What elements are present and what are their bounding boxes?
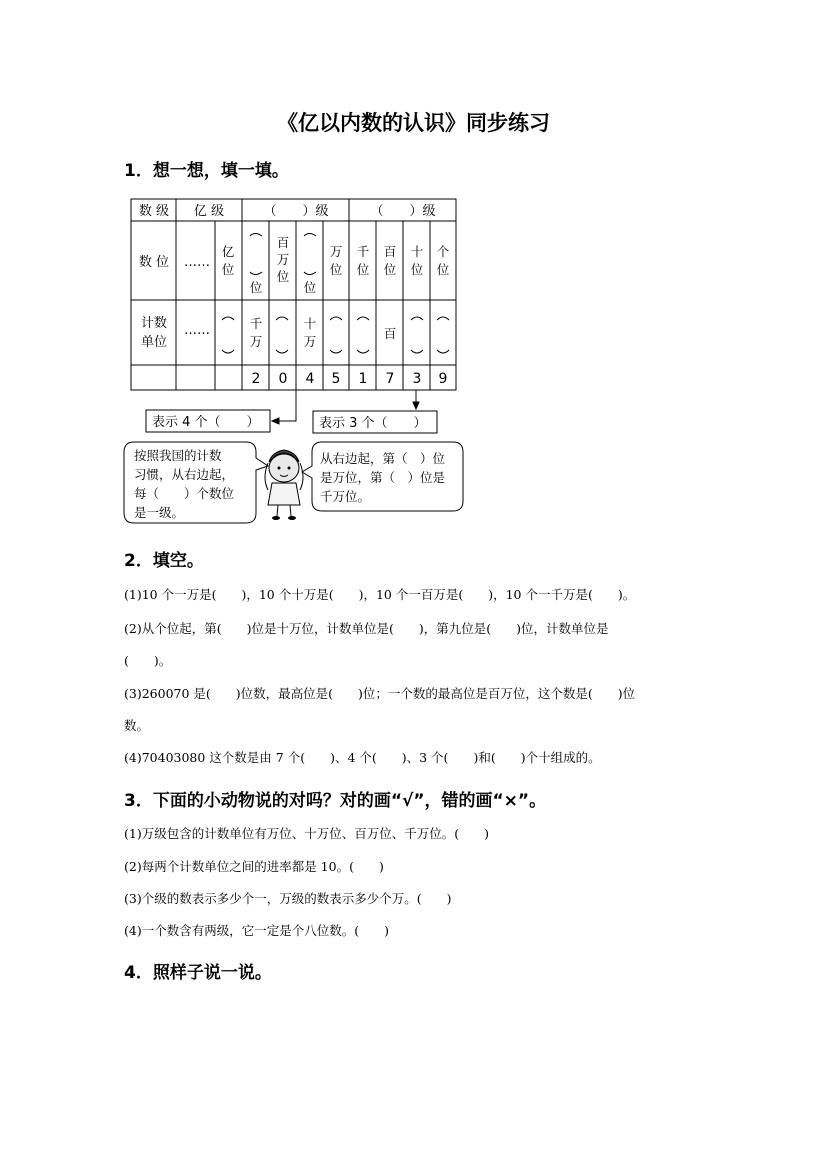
judge-question-1: (1)万级包含的计数单位有万位、十万位、百万位、千万位。( ) — [124, 826, 489, 841]
arrow-label-3: 表示 3 个（ ） — [319, 416, 427, 431]
judge-question-3: (3)个级的数表示多少个一，万级的数表示多少个万。( ) — [124, 891, 452, 906]
row-label-unit-1: 计数 — [140, 316, 168, 331]
left-bubble-line-1: 按照我国的计数 — [134, 448, 222, 463]
unit-shiwan-1: 十 — [303, 316, 317, 331]
place-bai-2: 位 — [383, 262, 397, 277]
digit-cell: 9 — [438, 371, 448, 387]
digit-cell: 4 — [305, 371, 315, 387]
place-baiwan-1: 百 — [276, 235, 290, 250]
place-shi-1: 十 — [410, 244, 424, 259]
place-baiwan-2: 万 — [276, 252, 290, 267]
place-blank-1-suffix: 位 — [249, 280, 263, 295]
digit-cell: 1 — [358, 371, 368, 387]
level-yi: 亿 级 — [193, 204, 225, 219]
unit-bai: 百 — [383, 326, 397, 341]
digit-cell: 0 — [278, 371, 288, 387]
row-label-place: 数 位 — [138, 255, 170, 270]
unit-ellipsis: …… — [184, 323, 210, 338]
unit-qianwan-1: 千 — [249, 316, 263, 331]
place-shi-2: 位 — [410, 262, 424, 277]
place-bai-1: 百 — [383, 244, 397, 259]
place-blank-2-suffix: 位 — [303, 280, 317, 295]
place-yi-1: 亿 — [221, 244, 235, 259]
place-qian-1: 千 — [356, 244, 370, 259]
right-bubble-line-2: 是万位，第（ ）位是 — [320, 470, 446, 485]
unit-qianwan-2: 万 — [249, 334, 263, 349]
level-blank-ge: （ ）级 — [370, 204, 436, 219]
place-wan-2: 位 — [329, 262, 343, 277]
place-baiwan-3: 位 — [276, 269, 290, 284]
section-2-heading: 2．填空。 — [124, 551, 204, 571]
right-bubble-line-3: 千万位。 — [320, 489, 371, 504]
place-wan-1: 万 — [329, 244, 343, 259]
place-ge-1: 个 — [436, 244, 450, 259]
page-title: 《亿以内数的认识》同步练习 — [277, 111, 550, 135]
section-1-heading: 1．想一想，填一填。 — [124, 161, 289, 181]
digit-cell: 7 — [385, 371, 395, 387]
left-speech-bubble — [134, 446, 234, 522]
place-ellipsis: …… — [184, 255, 210, 270]
arrow-label-4: 表示 4 个（ ） — [152, 415, 260, 430]
unit-shiwan-2: 万 — [303, 334, 317, 349]
digit-cell: 5 — [331, 371, 341, 387]
place-value-figure — [0, 0, 827, 540]
girl-illustration — [265, 450, 303, 520]
row-label-level: 数 级 — [138, 204, 170, 219]
fill-question-3-line-1: (3)260070 是( )位数，最高位是( )位；一个数的最高位是百万位，这个数是( )位 — [124, 686, 636, 701]
judge-question-2: (2)每两个计数单位之间的进率都是 10。( ) — [124, 859, 384, 874]
place-qian-2: 位 — [356, 262, 370, 277]
left-bubble-line-3: 每（ ）个数位 — [134, 486, 235, 501]
fill-question-1: (1)10 个一万是( )，10 个十万是( )，10 个一百万是( )，10 个一千万是( )。 — [124, 587, 636, 602]
fill-question-2-line-2: ( )。 — [124, 653, 172, 668]
row-label-unit-2: 单位 — [140, 335, 168, 350]
level-blank-wan: （ ）级 — [263, 204, 329, 219]
left-bubble-line-2: 习惯，从右边起， — [134, 467, 235, 482]
fill-question-4: (4)70403080 这个数是由 7 个( )、4 个( )、3 个( )和( )个十组成的。 — [124, 750, 601, 765]
place-yi-2: 位 — [221, 262, 235, 277]
fill-question-3-line-2: 数。 — [124, 718, 150, 733]
digit-cell: 2 — [251, 371, 261, 387]
fill-question-2-line-1: (2)从个位起，第( )位是十万位，计数单位是( )，第九位是( )位，计数单位是 — [124, 621, 609, 636]
right-bubble-line-1: 从右边起，第（ ）位 — [320, 451, 446, 466]
judge-question-4: (4)一个数含有两级，它一定是个八位数。( ) — [124, 923, 389, 938]
digit-cell: 3 — [412, 371, 422, 387]
right-speech-bubble — [320, 449, 445, 506]
left-bubble-line-4: 是一级。 — [134, 505, 185, 520]
place-ge-2: 位 — [436, 262, 450, 277]
section-4-heading: 4．照样子说一说。 — [124, 963, 272, 983]
section-3-heading: 3．下面的小动物说的对吗？对的画“√”，错的画“×”。 — [124, 791, 547, 811]
